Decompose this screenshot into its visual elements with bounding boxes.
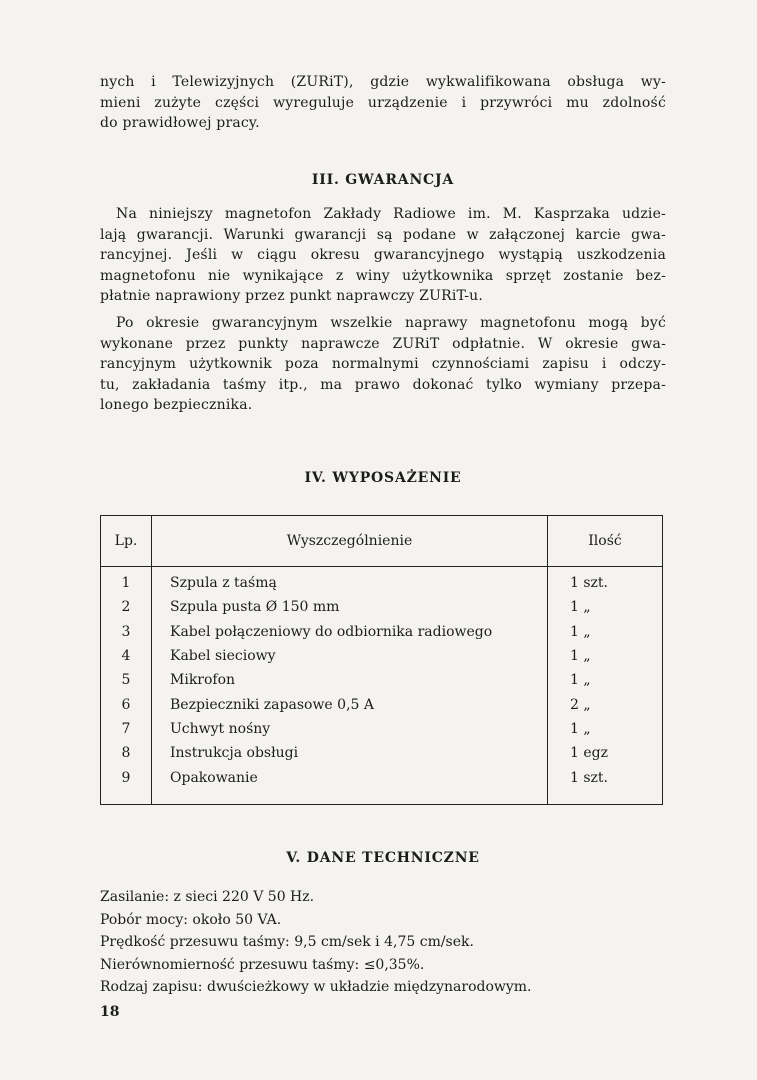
table-row: [101, 644, 663, 668]
column-header-item: Wyszczególnienie: [152, 516, 548, 567]
tech-line: Zasilanie: z sieci 220 V 50 Hz.: [100, 889, 315, 905]
equipment-table: [100, 515, 663, 805]
section-3-heading: III. GWARANCJA: [311, 172, 455, 188]
text-line: lają gwarancji. Warunki gwarancji są podane w załączonej karcie gwa-: [100, 226, 666, 243]
page-number: 18: [100, 1004, 120, 1020]
text-line: Na niniejszy magnetofon Zakłady Radiowe im. M. Kasprzaka udzie-: [116, 206, 666, 222]
cell-qty: 1 „: [548, 620, 663, 644]
cell-qty: 1 szt.: [548, 567, 663, 596]
cell-qty: 1 „: [548, 717, 663, 741]
tech-line: Nierównomierność przesuwu taśmy: ≤0,35%.: [100, 956, 425, 973]
cell-lp: 9: [101, 765, 152, 804]
cell-lp: 8: [101, 741, 152, 765]
intro-paragraph: [100, 72, 666, 134]
table-header-row: [101, 516, 663, 567]
column-header-lp: Lp.: [101, 516, 152, 567]
table-row: [101, 741, 663, 765]
table-row: [101, 692, 663, 716]
table-row: [101, 620, 663, 644]
cell-qty: 1 „: [548, 644, 663, 668]
cell-qty: 1 „: [548, 668, 663, 692]
cell-item: Szpula pusta Ø 150 mm: [152, 595, 548, 619]
tech-line: Prędkość przesuwu taśmy: 9,5 cm/sek i 4,75 cm/sek.: [100, 934, 474, 950]
text-line: rancyjnym użytkownik poza normalnymi czynnościami zapisu i odczy-: [100, 356, 666, 372]
text-line: tu, zakładania taśmy itp., ma prawo dokonać tylko wymiany przepa-: [100, 376, 666, 393]
text-line: magnetofonu nie wynikające z winy użytkownika sprzęt zostanie bez-: [100, 267, 666, 284]
cell-item: Kabel połączeniowy do odbiornika radiowego: [152, 620, 548, 644]
table-row: [101, 668, 663, 692]
section-4-heading: IV. WYPOSAŻENIE: [304, 470, 462, 486]
cell-qty: 2 „: [548, 692, 663, 716]
cell-item: Opakowanie: [152, 765, 548, 804]
cell-qty: 1 „: [548, 595, 663, 619]
text-line: do prawidłowej pracy.: [100, 115, 260, 131]
cell-item: Kabel sieciowy: [152, 644, 548, 668]
cell-item: Instrukcja obsługi: [152, 741, 548, 765]
cell-item: Mikrofon: [152, 668, 548, 692]
cell-qty: 1 szt.: [548, 765, 663, 804]
cell-lp: 1: [101, 567, 152, 596]
cell-lp: 6: [101, 692, 152, 716]
table-row: [101, 717, 663, 741]
text-line: lonego bezpiecznika.: [100, 397, 253, 413]
tech-line: Rodzaj zapisu: dwuścieżkowy w układzie międzynarodowym.: [100, 979, 532, 995]
cell-qty: 1 egz: [548, 741, 663, 765]
cell-lp: 7: [101, 717, 152, 741]
warranty-paragraph-2: [100, 313, 666, 416]
text-line: Po okresie gwarancyjnym wszelkie naprawy magnetofonu mogą być: [116, 315, 666, 331]
section-5-heading: V. DANE TECHNICZNE: [286, 850, 480, 866]
cell-lp: 2: [101, 595, 152, 619]
cell-lp: 5: [101, 668, 152, 692]
table-row: [101, 765, 663, 804]
text-line: mieni zużyte części wyreguluje urządzenie i przywróci mu zdolność: [100, 94, 666, 111]
cell-item: Szpula z taśmą: [152, 567, 548, 596]
cell-lp: 3: [101, 620, 152, 644]
technical-data: [100, 886, 532, 999]
text-line: wykonane przez punkty naprawcze ZURiT odpłatnie. W okresie gwa-: [100, 335, 666, 352]
text-line: płatnie naprawiony przez punkt naprawczy ZURiT-u.: [100, 288, 484, 304]
column-header-qty: Ilość: [548, 516, 663, 567]
table-row: [101, 595, 663, 619]
text-line: nych i Telewizyjnych (ZURiT), gdzie wykwalifikowana obsługa wy-: [100, 74, 666, 90]
table-row: [101, 567, 663, 596]
cell-item: Bezpieczniki zapasowe 0,5 A: [152, 692, 548, 716]
text-line: rancyjnej. Jeśli w ciągu okresu gwarancyjnego wystąpią uszkodzenia: [100, 247, 666, 263]
cell-lp: 4: [101, 644, 152, 668]
cell-item: Uchwyt nośny: [152, 717, 548, 741]
tech-line: Pobór mocy: około 50 VA.: [100, 911, 282, 928]
warranty-paragraph-1: [100, 204, 666, 307]
